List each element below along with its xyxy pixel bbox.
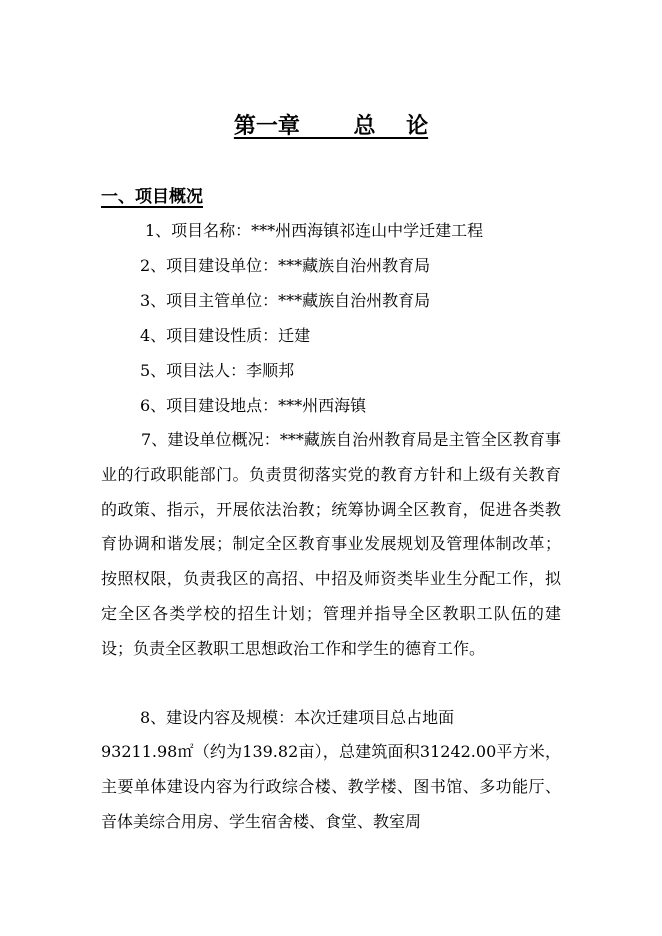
section-heading: 一、项目概况 — [101, 187, 203, 207]
paragraph-scope-first-line: 8、建设内容及规模：本次迁建项目总占地面 — [140, 708, 455, 727]
paragraph-scope: 93211.98㎡（约为139.82亩），总建筑面积31242.00平方米，主要单体建设内容为行政综合楼、教学楼、图书馆、多功能厅、音体美综合用房、学生宿舍楼、食堂、教室周 — [101, 742, 561, 831]
paragraph-unit-overview-text: 7、建设单位概况：***藏族自治州教育局是主管全区教育事业的行政职能部门。负责贯彻落实党的教育方针和上级有关教育的政策、指示，开展依法治教；统筹协调全区教育，促进各类教育协调和谐发展；制定全区教育事业发展规划及管理体制改革；按照权限，负责我区的高招、中招及师资类毕业生分配工作，拟定全区各类学校的招生计划；管理并指导全区教职工队伍的建设；负责全区教职工思想政治工作和学生的德育工作。 — [101, 430, 561, 658]
item-construction-unit: 2、项目建设单位：***藏族自治州教育局 — [140, 256, 431, 275]
item-construction-nature: 4、项目建设性质：迁建 — [140, 326, 311, 345]
item-supervising-unit: 3、项目主管单位：***藏族自治州教育局 — [140, 291, 431, 310]
item-legal-person: 5、项目法人：李顺邦 — [140, 361, 295, 380]
item-location: 6、项目建设地点：***州西海镇 — [140, 396, 367, 415]
paragraph-unit-overview — [101, 423, 561, 667]
item-project-name: 1、项目名称：***州西海镇祁连山中学迁建工程 — [145, 221, 484, 240]
chapter-title — [0, 110, 662, 142]
chapter-title-text: 第一章 总 论 — [233, 113, 429, 139]
